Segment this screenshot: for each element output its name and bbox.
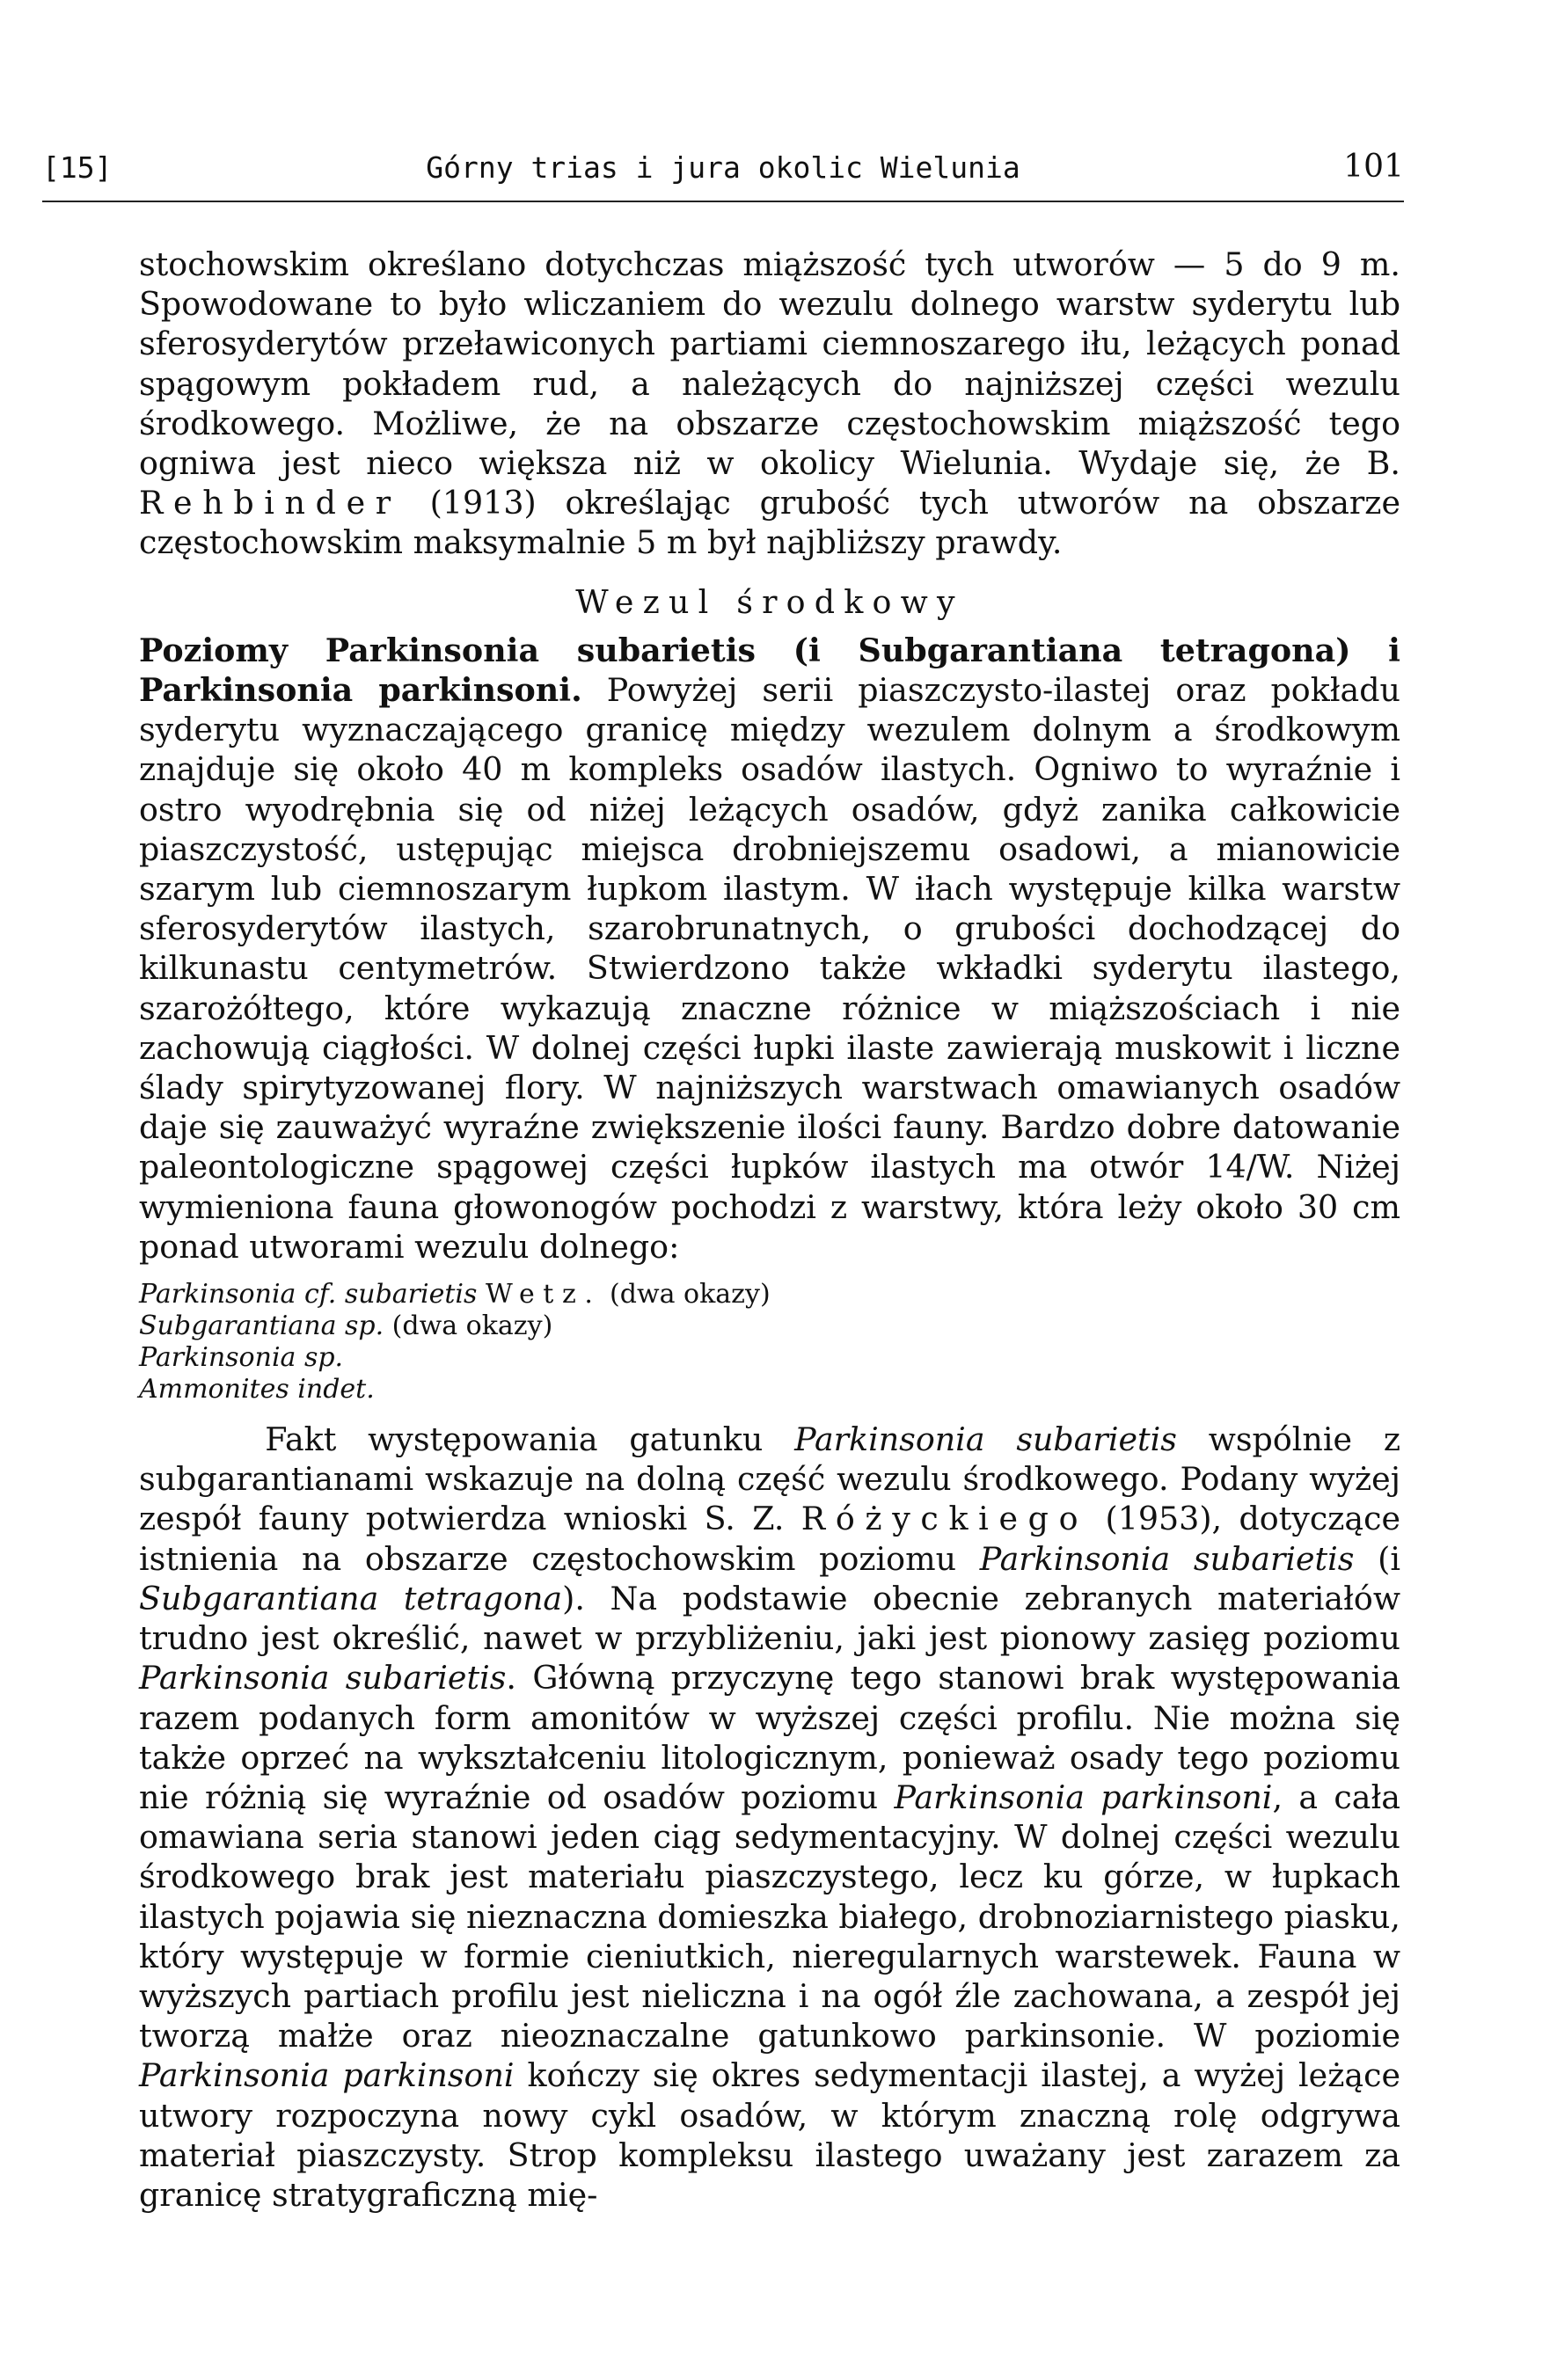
fauna-item	[139, 1342, 1400, 1374]
fauna-item	[139, 1279, 1400, 1310]
p3-taxon: Parkinsonia subarietis	[979, 1539, 1355, 1578]
fauna-note: (dwa okazy)	[601, 1279, 771, 1310]
fauna-epithet: sp.	[296, 1342, 344, 1374]
paragraph-2-heading: Poziomy Parkinsonia subarietis (i Subgarantiana tetragona) i Parkinsonia parkinsoni.	[139, 631, 1400, 710]
p3-text: Fakt występowania gatunku	[265, 1420, 795, 1459]
fauna-taxon: Parkinsonia	[139, 1342, 296, 1374]
fauna-item	[139, 1374, 1400, 1405]
p3-text: ). Na podstawie obecnie zebranych materiałów trudno jest określić, nawet w przybliżeniu, jaki jest pionowy zasięg poziomu	[139, 1579, 1400, 1658]
p3-text: . Główną przyczynę tego stanowi brak występowania razem podanych form amonitów w wyższej części profilu. Nie można się także oprzeć na wykształceniu litologicznym, ponieważ osady tego poziomu nie różnią się wyraźnie od osadów poziomu	[139, 1659, 1400, 1816]
running-header	[42, 148, 1404, 202]
fauna-taxon: Parkinsonia	[139, 1279, 296, 1310]
paragraph-2-text: Powyżej serii piaszczysto-ilastej oraz pokładu syderytu wyznaczającego granicę między wezulem dolnym a środkowym znajduje się około 40 m kompleks osadów ilastych. Ogniwo to wyraźnie i ostro wyodrębnia się od niżej leżących osadów, gdyż zanika całkowicie piaszczystość, ustępując miejsca drobniejszemu osadowi, a mianowicie szarym lub ciemnoszarym łupkom ilastym. W iłach występuje kilka warstw sferosyderytów ilastych, szarobrunatnych, o grubości dochodzącej do kilkunastu centymetrów. Stwierdzono także wkładki syderytu ilastego, szarożółtego, które wykazują znaczne różnice w miąższościach i nie zachowują ciągłości. W dolnej części łupki ilaste zawierają muskowit i liczne ślady spirytyzowanej flory. W najniższych warstwach omawianych osadów daje się zauważyć wyraźne zwiększenie ilości fauny. Bardzo dobre datowanie paleontologiczne spągowej części łupków ilastych ma otwór 14/W. Niżej wymieniona fauna głowonogów pochodzi z warstwy, która leży około 30 cm ponad utworami wezulu dolnego:	[139, 671, 1400, 1266]
running-title: Górny trias i jura okolic Wielunia	[426, 150, 1020, 185]
p3-taxon: Parkinsonia parkinsoni	[139, 2056, 515, 2095]
paragraph-3	[139, 1420, 1400, 2215]
fauna-taxon: Subgarantiana	[139, 1310, 337, 1342]
p3-text: (i	[1354, 1539, 1400, 1578]
p3-text: (1953), dotyczące istnienia na obszarze częstochowskim poziomu	[139, 1500, 1400, 1578]
section-title: Wezul środkowy	[575, 582, 964, 621]
p3-taxon: Subgarantiana tetragona	[139, 1579, 563, 1617]
fauna-epithet: indet.	[289, 1374, 375, 1405]
paragraph-1-text-b: (1913) określając grubość tych utworów na obszarze częstochowskim maksymalnie 5 m był najbliższy prawdy.	[139, 484, 1400, 562]
fauna-epithet: cf. subarietis	[296, 1279, 478, 1310]
p3-text: kończy się okres sedymentacji ilastej, a wyżej leżące utwory rozpoczyna nowy cykl osadów, w którym znaczną rolę odgrywa materiał piaszczysty. Strop kompleksu ilastego uważany jest zarazem za granicę stratygraficzną mię-	[139, 2056, 1400, 2214]
p3-text: wspólnie z subgarantianami wskazuje na dolną część wezulu środkowego. Podany wyżej zespół fauny potwierdza wnioski S. Z.	[139, 1420, 1400, 1538]
p3-taxon: Parkinsonia subarietis	[794, 1420, 1177, 1459]
paragraph-1	[139, 245, 1400, 563]
author-name: Rehbinder	[139, 484, 401, 522]
p3-text: , a cała omawiana seria stanowi jeden ciąg sedymentacyjny. W dolnej części wezulu środkowego brak jest materiału piaszczystego, lecz ku górze, w łupkach ilastych pojawia się nieznaczna domieszka białego, drobnoziarnistego piasku, który występuje w formie cieniutkich, nieregularnych warstewek. Fauna w wyższych partiach profilu jest nieliczna i na ogół źle zachowana, a zespół jej tworzą małże oraz nieoznaczalne gatunkowo parkinsonie. W poziomie	[139, 1778, 1400, 2055]
p3-taxon: Parkinsonia subarietis	[139, 1659, 507, 1697]
page-label: [15]	[42, 150, 113, 185]
fauna-item	[139, 1310, 1400, 1342]
fauna-note: (dwa okazy)	[384, 1310, 553, 1342]
author-name: Różyckiego	[800, 1500, 1089, 1538]
body-text	[139, 245, 1400, 2215]
paragraph-2	[139, 631, 1400, 1267]
page-number: 101	[1343, 149, 1404, 185]
paragraph-1-text-a: stochowskim określano dotychczas miąższość tych utworów — 5 do 9 m. Spowodowane to było wliczaniem do wezulu dolnego warstw syderytu lub sferosyderytów przeławiconych partiami ciemnoszarego iłu, leżących ponad spągowym pokładem rud, a należących do najniższej części wezulu środkowego. Możliwe, że na obszarze częstochowskim miąższość tego ogniwa jest nieco większa niż w okolicy Wielunia. Wydaje się, że B.	[139, 245, 1400, 483]
p3-taxon: Parkinsonia parkinsoni	[894, 1778, 1273, 1816]
fauna-author: Wetz.	[485, 1279, 602, 1310]
fauna-list	[139, 1279, 1400, 1405]
fauna-epithet: sp.	[336, 1310, 384, 1342]
fauna-taxon: Ammonites	[139, 1374, 289, 1405]
